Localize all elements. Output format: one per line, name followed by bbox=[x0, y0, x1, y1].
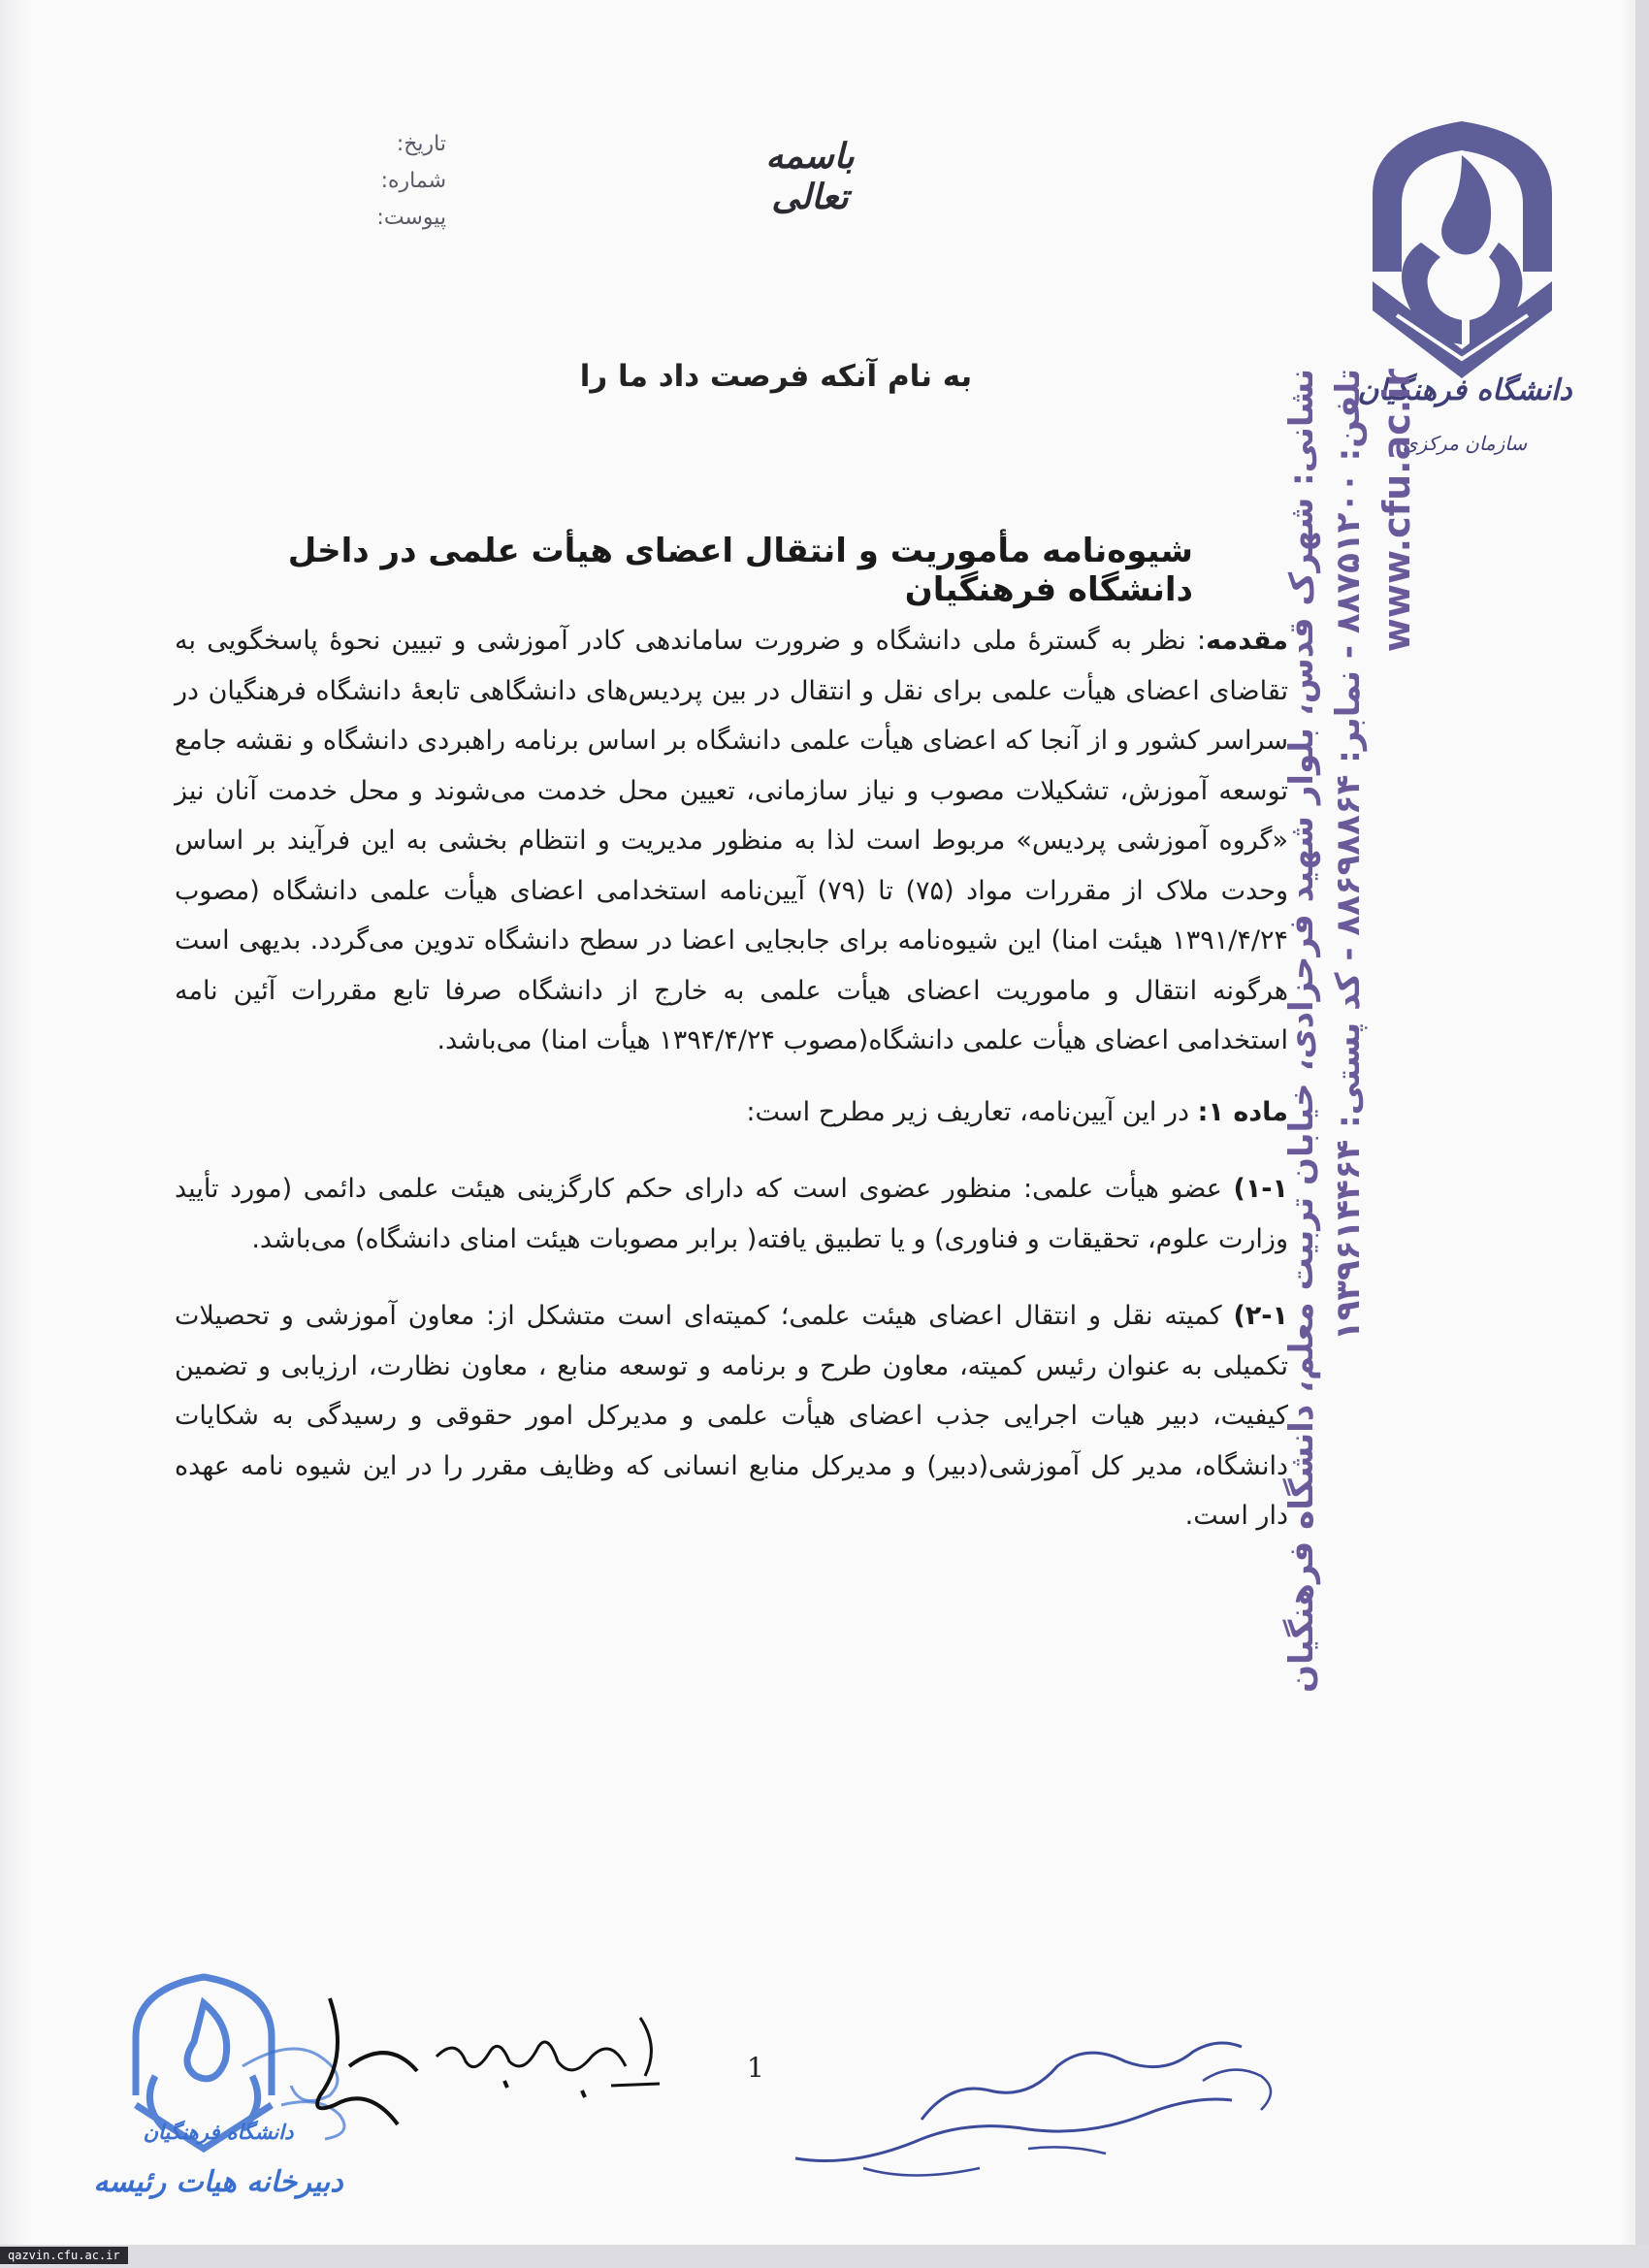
attachment-label: پیوست: bbox=[376, 206, 446, 230]
signature-right-icon bbox=[776, 2023, 1319, 2197]
scan-edge-right bbox=[1635, 0, 1649, 2268]
scan-edge-bottom bbox=[0, 2245, 1649, 2268]
intro-label: مقدمه bbox=[1206, 626, 1288, 656]
definition-2-label: ۲-۱) bbox=[1233, 1301, 1288, 1331]
letter-meta bbox=[330, 126, 446, 237]
definition-2-text: کمیته نقل و انتقال اعضای هیئت علمی؛ کمیته‌ای است متشکل از: معاون آموزشی و تحصیلات تکمیلی به عنوان رئیس کمیته، معاون طرح و برنامه و توسعه منابع ، معاون نظارت، ارزیابی و تضمین کیفیت، دبیر هیات اجرایی جذب اعضای هیأت علمی و مدیرکل امور حقوقی و رسیدگی به شکایات دانشگاه، مدیر کل آموزشی(دبیر) و مدیرکل منابع انسانی که وظایف مقرر را در این شیوه نامه عهده دار است. bbox=[175, 1301, 1288, 1531]
stamp-university-name: دانشگاه فرهنگیان bbox=[143, 2120, 294, 2144]
basmala-heading: باسمه تعالی bbox=[765, 136, 855, 217]
logo-university-name: دانشگاه فرهنگیان bbox=[1357, 373, 1572, 407]
definition-2 bbox=[175, 1291, 1288, 1541]
article-1-label: ماده ۱: bbox=[1197, 1096, 1288, 1127]
address-line: نشانی: شهرک قدس، بلوار شهید فرحزادی، خیابان تربیت معلم، دانشگاه فرهنگیان bbox=[1282, 369, 1321, 1694]
contact-line: تلفن: ۸۸۷۵۱۲۰۰ - نمابر: ۸۸۶۹۸۸۶۴ - کد پستی: ۱۹۳۹۶۱۴۴۶۴ bbox=[1329, 369, 1368, 1342]
definition-1-label: ۱-۱) bbox=[1233, 1174, 1288, 1204]
source-tag: qazvin.cfu.ac.ir bbox=[0, 2247, 128, 2264]
number-label: شماره: bbox=[380, 169, 446, 193]
invocation-line: به نام آنکه فرصت داد ما را bbox=[579, 359, 973, 394]
stamp-secretariat: دبیرخانه هیات رئیسه bbox=[93, 2165, 343, 2199]
article-1-text: در این آیین‌نامه، تعاریف زیر مطرح است: bbox=[746, 1096, 1198, 1127]
date-label: تاریخ: bbox=[396, 132, 446, 156]
definition-1-text: عضو هیأت علمی: منظور عضوی است که دارای حکم کارگزینی هیئت علمی دائمی (مورد تأیید وزارت علوم، تحقیقات و فناوری) و یا تطبیق یافته( برابر مصوبات هیئت امنای دانشگاه) می‌باشد. bbox=[175, 1174, 1288, 1254]
logo-subtitle: سازمان مرکزی bbox=[1402, 432, 1528, 455]
document-body bbox=[175, 616, 1288, 1541]
document-title: شیوه‌نامه مأموریت و انتقال اعضای هیأت علمی در داخل دانشگاه فرهنگیان bbox=[287, 532, 1193, 609]
definition-1 bbox=[175, 1164, 1288, 1264]
website-line: www.cfu.ac.ir bbox=[1375, 369, 1418, 653]
signature-middle-icon bbox=[291, 1979, 698, 2134]
intro-paragraph bbox=[175, 616, 1288, 1066]
article-1 bbox=[175, 1087, 1288, 1138]
page-number: 1 bbox=[747, 2052, 764, 2084]
address-strip bbox=[1278, 369, 1422, 1824]
intro-text: : نظر به گسترهٔ ملی دانشگاه و ضرورت ساماندهی کادر آموزشی و تبیین نحوهٔ پاسخگویی به تقاضای اعضای هیأت علمی برای نقل و انتقال در بین پردیس‌های دانشگاهی تابعهٔ دانشگاه فرهنگیان در سراسر کشور و از آنجا که اعضای هیأت علمی دانشگاه بر اساس برنامه راهبردی دانشگاه و نقشه جامع توسعه آموزش، تشکیلات مصوب و نیاز سازمانی، تعیین محل خدمت می‌شوند و محل خدمت آنان نیز «گروه آموزشی پردیس» مربوط است لذا به منظور مدیریت و انتظام بخشی به این فرآیند بر اساس وحدت ملاک از مقررات مواد (۷۵) تا (۷۹) آیین‌نامه استخدامی اعضای هیأت علمی دانشگاه (مصوب ۱۳۹۱/۴/۲۴ هیئت امنا) این شیوه‌نامه برای جابجایی اعضا در سطح دانشگاه تدوین می‌گردد. بدیهی است هرگونه انتقال و ماموریت اعضای هیأت علمی به خارج از دانشگاه صرفا تابع مقررات آئین نامه استخدامی اعضای هیأت علمی دانشگاه(مصوب ۱۳۹۴/۴/۲۴ هیأت امنا) می‌باشد. bbox=[175, 626, 1288, 1055]
